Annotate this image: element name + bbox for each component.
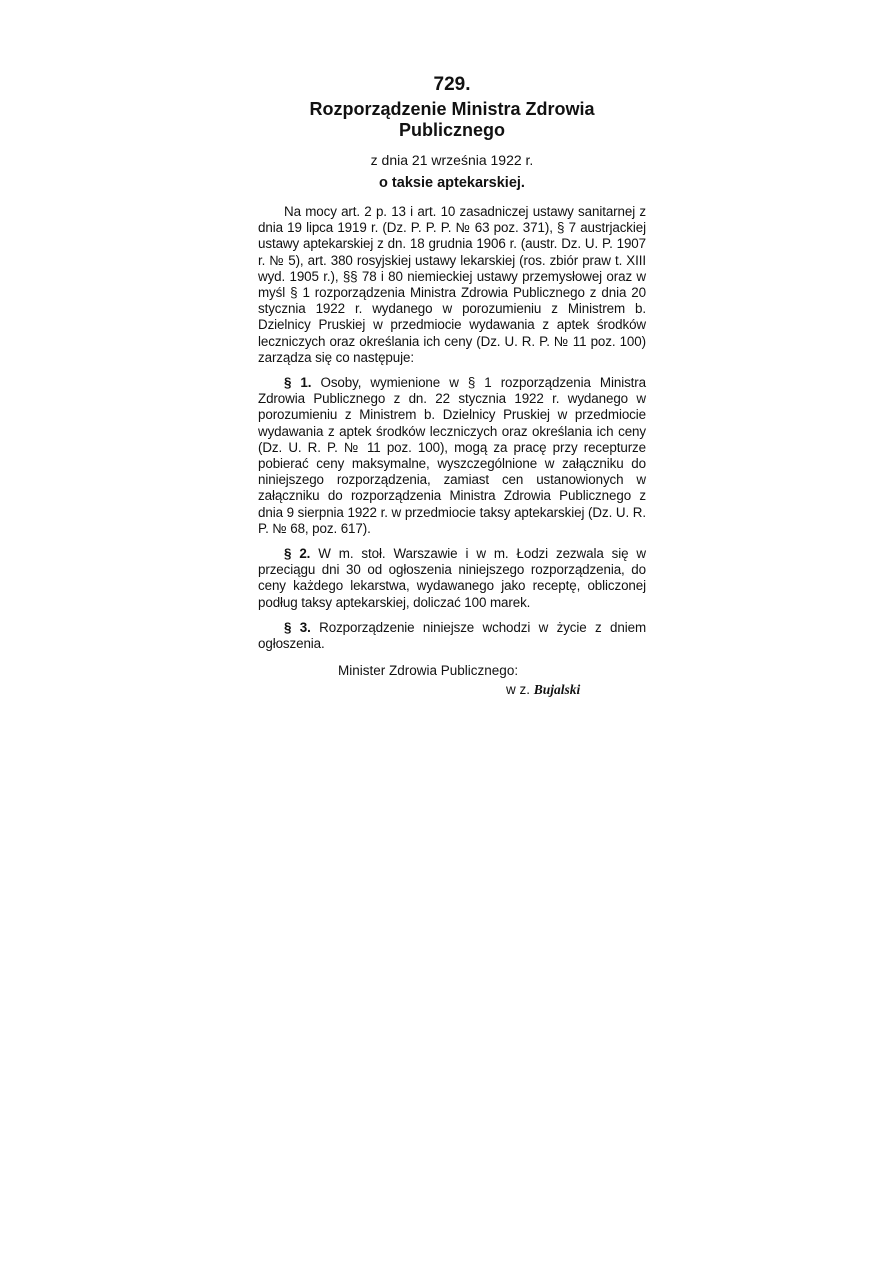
signatory-name: Bujalski	[533, 682, 581, 698]
section-label: § 3.	[284, 619, 311, 635]
section-text: W m. stoł. Warszawie i w m. Łodzi zezwala się w przeciągu dni 30 od ogłoszenia niniejszego rozporządzenia, do ceny każdego lekarstwa, wydawanego jako receptę, obliczonej podług taksy aptekarskiej, doliczać 100 marek.	[258, 546, 646, 610]
section-text: Osoby, wymienione w § 1 rozporządzenia Ministra Zdrowia Publicznego z dn. 22 stycznia 1922 r. wydanego w porozumieniu z Ministrem b. Dzielnicy Pruskiej w przedmiocie wydawania z aptek środków leczniczych oraz określania ich ceny (Dz. U. R. P. № 11 poz. 100), mogą za pracę przy recepturze pobierać ceny maksymalne, wyszczególnione w załączniku do niniejszego rozporządzenia, zamiast cen ustanowionych w załączniku do rozporządzenia Ministra Zdrowia Publicznego z dnia 9 sierpnia 1922 r. w przedmiocie taksy aptekarskiej (Dz. U. R. P. № 68, poz. 617).	[258, 375, 647, 536]
document-title: Rozporządzenie Ministra Zdrowia Publicznego	[309, 99, 595, 140]
signature-block	[258, 661, 646, 699]
signature-line	[258, 680, 646, 699]
signature-prefix: w z.	[506, 682, 531, 698]
document-page	[258, 72, 646, 699]
section-1	[258, 375, 646, 537]
signature-role: Minister Zdrowia Publicznego:	[338, 663, 519, 679]
section-label: § 2.	[284, 546, 311, 562]
section-3	[258, 620, 646, 652]
section-text: Rozporządzenie niniejsze wchodzi w życie z dniem ogłoszenia.	[258, 619, 647, 652]
document-date: z dnia 21 września 1922 r.	[370, 152, 534, 168]
document-subject: o taksie aptekarskiej.	[379, 175, 525, 191]
preamble: Na mocy art. 2 p. 13 i art. 10 zasadniczej ustawy sanitarnej z dnia 19 lipca 1919 r. (Dz. P. P. P. № 63 poz. 371), § 7 austrjackiej ustawy aptekarskiej z dn. 18 grudnia 1906 r. (austr. Dz. U. P. 1907 r. № 5), art. 380 rosyjskiej ustawy lekarskiej (ros. zbiór praw t. XIII wyd. 1905 r.), §§ 78 i 80 niemieckiej ustawy przemysłowej oraz w myśl § 1 rozporządzenia Ministra Zdrowia Publicznego z dnia 20 stycznia 1922 r. wydanego w porozumieniu z Ministrem b. Dzielnicy Pruskiej w przedmiocie wydawania z aptek środków leczniczych oraz określania ich ceny (Dz. U. R. P. № 11 poz. 100) zarządza się co następuje:	[258, 204, 646, 365]
act-number: 729.	[433, 74, 471, 95]
section-label: § 1.	[284, 375, 312, 391]
section-2	[258, 546, 646, 611]
